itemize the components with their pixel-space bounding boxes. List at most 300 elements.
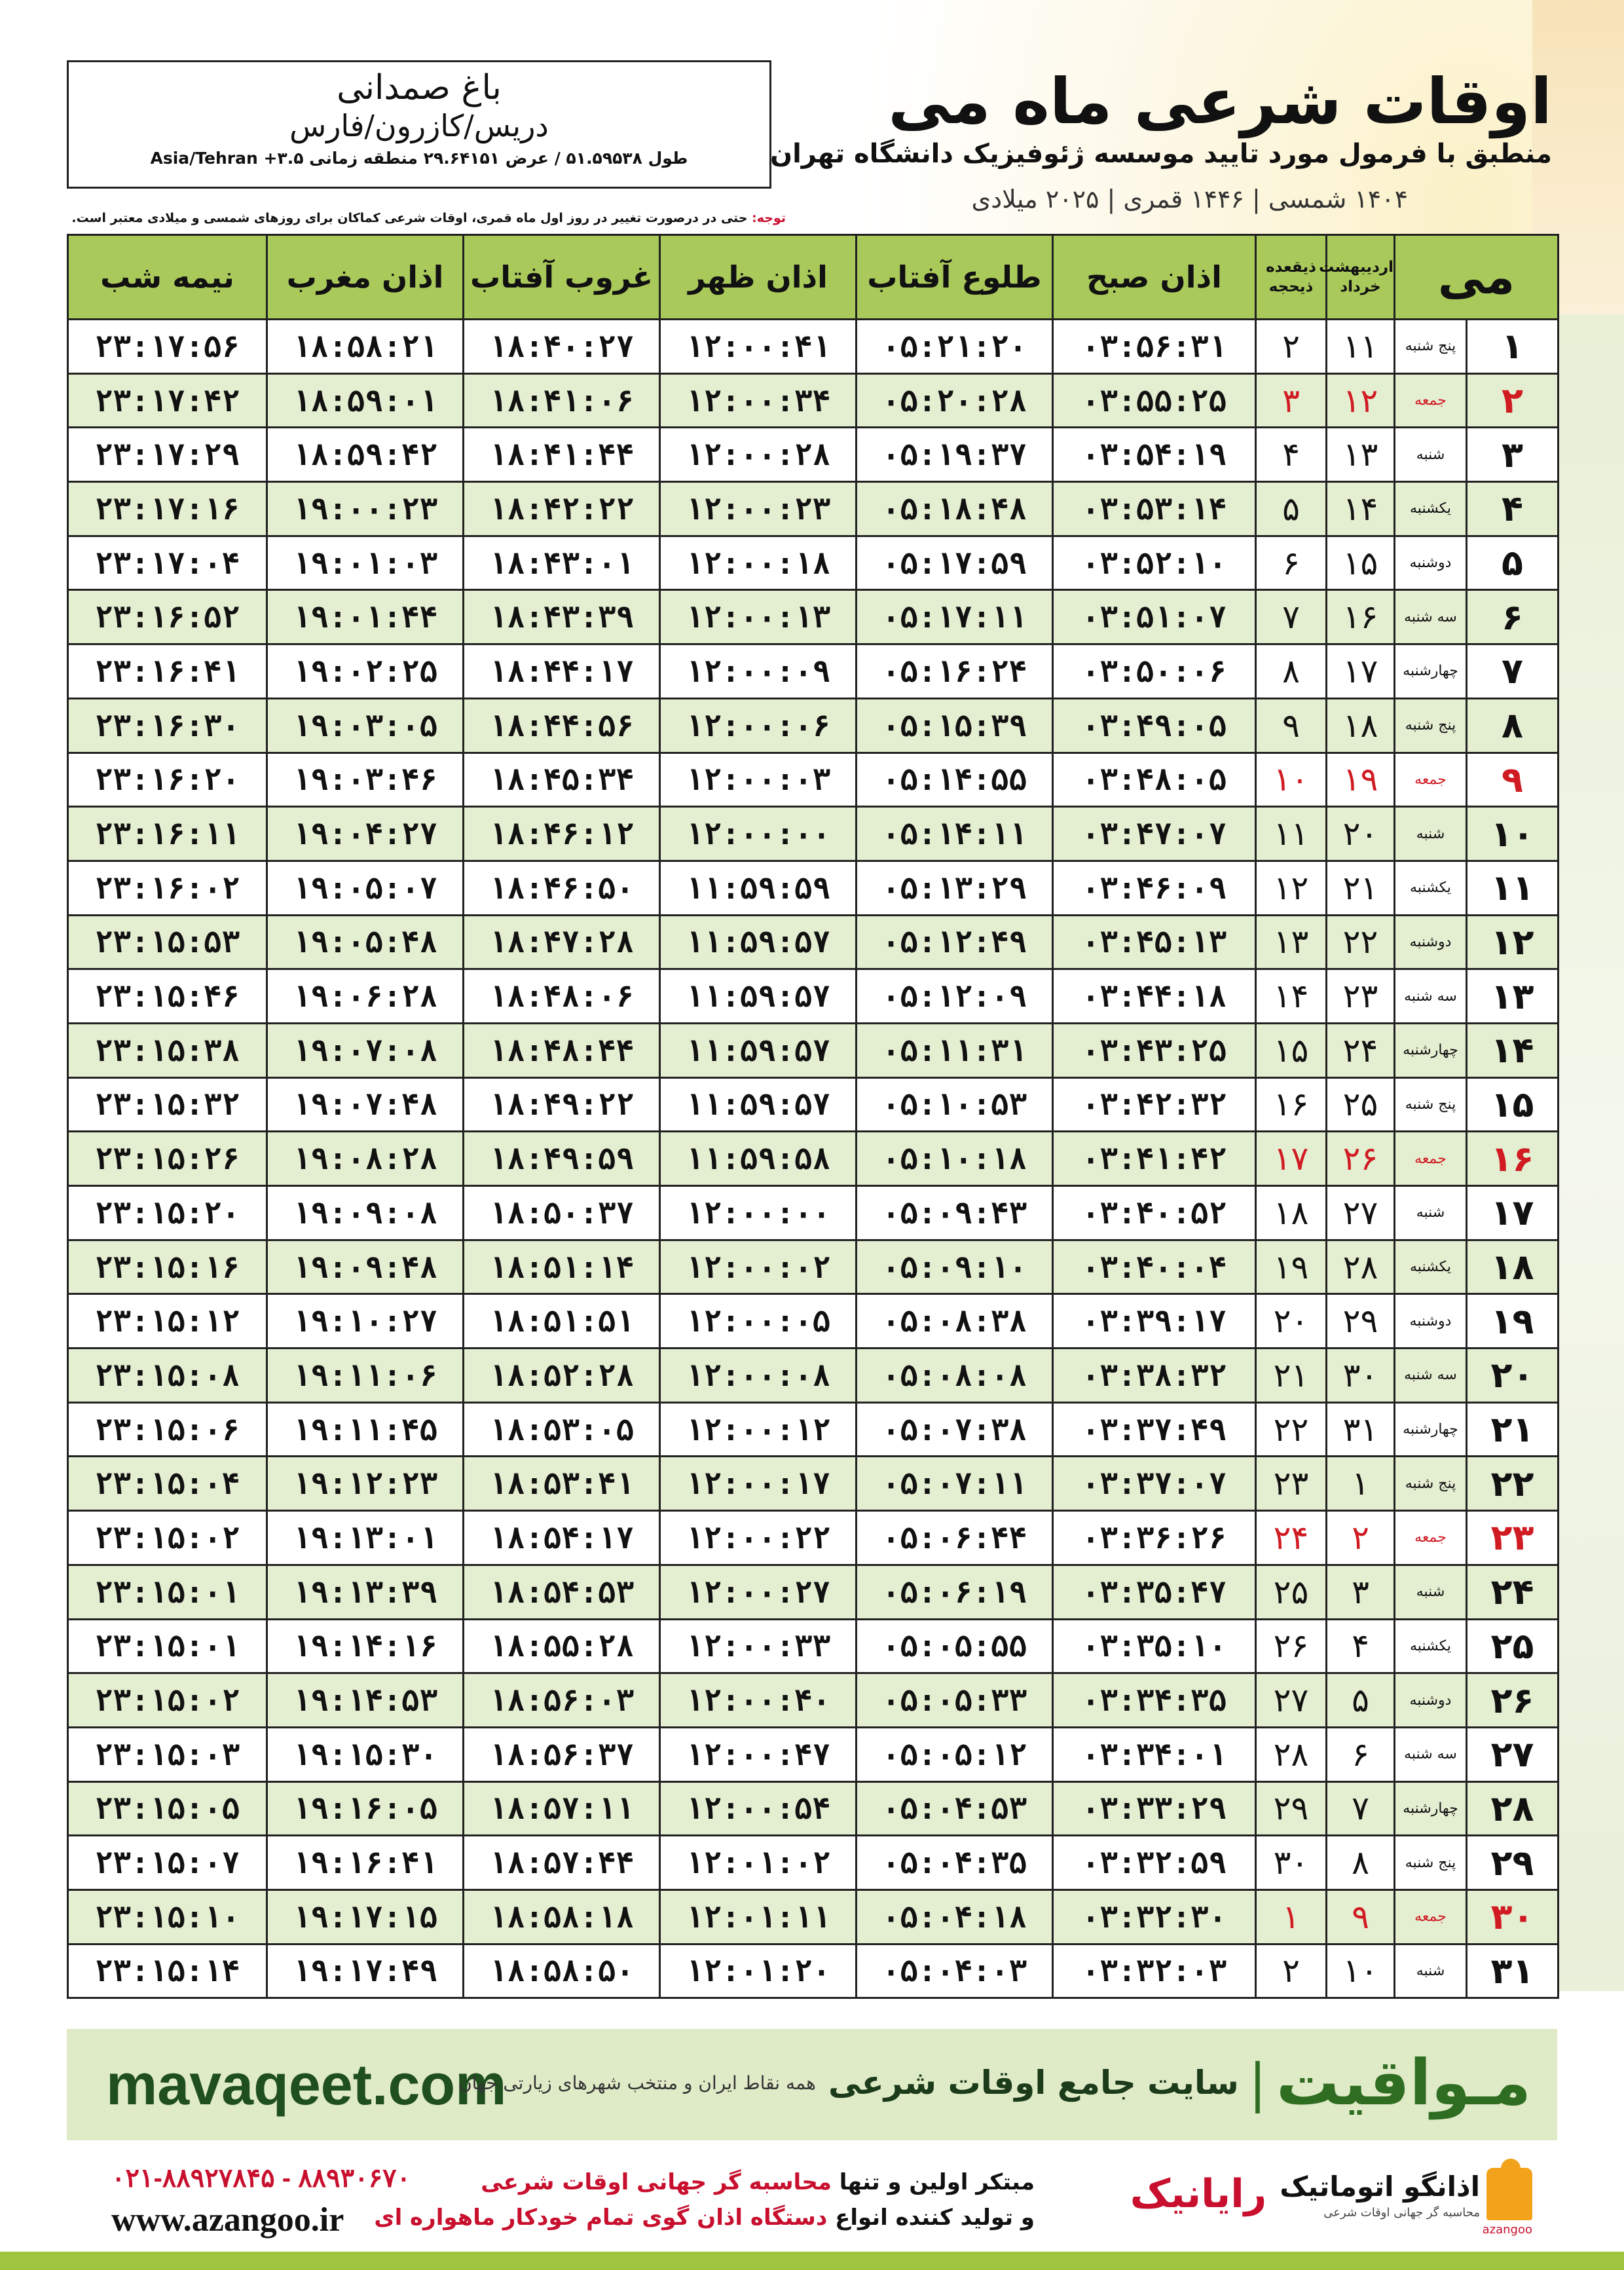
midnight-time: ۲۳:۱۵:۱۰ xyxy=(68,1889,267,1944)
col-fajr: اذان صبح xyxy=(1053,235,1256,320)
midnight-time: ۲۳:۱۷:۲۹ xyxy=(68,428,267,482)
fajr-time: ۰۳:۳۴:۰۱ xyxy=(1053,1727,1256,1781)
sunrise-time: ۰۵:۰۷:۱۱ xyxy=(857,1457,1053,1511)
table-row xyxy=(68,373,1559,428)
fajr-time: ۰۳:۴۹:۰۵ xyxy=(1053,698,1256,753)
shamsi-day: ۲ xyxy=(1327,1511,1395,1565)
maghrib-time: ۱۹:۱۶:۰۵ xyxy=(267,1781,464,1836)
shamsi-day: ۱۱ xyxy=(1327,320,1395,374)
hijri-day: ۱۷ xyxy=(1256,1132,1327,1186)
dhuhr-time: ۱۲:۰۰:۰۹ xyxy=(660,644,857,699)
maghrib-time: ۱۹:۱۷:۱۵ xyxy=(267,1889,464,1944)
bottom-strip xyxy=(0,2252,1624,2270)
col-midnight: نیمه شب xyxy=(68,235,267,320)
sunrise-time: ۰۵:۰۵:۱۲ xyxy=(857,1727,1053,1781)
hijri-day: ۱۸ xyxy=(1256,1186,1327,1240)
weekday: چهارشنبه xyxy=(1395,1023,1467,1077)
hijri-day: ۲۵ xyxy=(1256,1565,1327,1619)
hijri-day: ۲۳ xyxy=(1256,1457,1327,1511)
weekday: جمعه xyxy=(1395,373,1467,428)
maghrib-time: ۱۹:۰۲:۲۵ xyxy=(267,644,464,699)
midnight-time: ۲۳:۱۵:۵۳ xyxy=(68,915,267,969)
dhuhr-time: ۱۲:۰۰:۰۸ xyxy=(660,1349,857,1403)
fajr-time: ۰۳:۴۳:۲۵ xyxy=(1053,1023,1256,1077)
hijri-day: ۱۹ xyxy=(1256,1240,1327,1294)
maghrib-time: ۱۹:۰۷:۰۸ xyxy=(267,1023,464,1077)
midnight-time: ۲۳:۱۵:۴۶ xyxy=(68,969,267,1024)
promo-line2-a: و تولید کننده انواع xyxy=(827,2205,1035,2231)
maghrib-time: ۱۹:۰۵:۴۸ xyxy=(267,915,464,969)
sunrise-time: ۰۵:۰۴:۳۵ xyxy=(857,1836,1053,1890)
table-row xyxy=(68,1836,1559,1890)
sunset-time: ۱۸:۵۷:۴۴ xyxy=(464,1836,660,1890)
sunrise-time: ۰۵:۱۰:۵۳ xyxy=(857,1077,1053,1132)
day-number: ۱۱ xyxy=(1467,861,1559,915)
day-number: ۲۹ xyxy=(1467,1836,1559,1890)
weekday: شنبه xyxy=(1395,807,1467,861)
fajr-time: ۰۳:۴۷:۰۷ xyxy=(1053,807,1256,861)
hijri-day: ۶ xyxy=(1256,536,1327,590)
sunset-time: ۱۸:۴۸:۴۴ xyxy=(464,1023,660,1077)
midnight-time: ۲۳:۱۵:۰۷ xyxy=(68,1836,267,1890)
day-number: ۳۱ xyxy=(1467,1944,1559,1998)
maghrib-time: ۱۹:۰۹:۴۸ xyxy=(267,1240,464,1294)
sunrise-time: ۰۵:۰۴:۱۸ xyxy=(857,1889,1053,1944)
day-number: ۶ xyxy=(1467,590,1559,644)
weekday: پنج شنبه xyxy=(1395,1457,1467,1511)
day-number: ۱۷ xyxy=(1467,1186,1559,1240)
sunset-time: ۱۸:۵۴:۱۷ xyxy=(464,1511,660,1565)
day-number: ۱۰ xyxy=(1467,807,1559,861)
table-row xyxy=(68,320,1559,374)
day-number: ۱۹ xyxy=(1467,1294,1559,1349)
table-row xyxy=(68,1565,1559,1619)
shamsi-day: ۶ xyxy=(1327,1727,1395,1781)
phone-numbers: ۰۲۱-۸۸۹۲۷۸۴۵ - ۸۸۹۳۰۶۷۰ xyxy=(111,2164,411,2193)
weekday: سه شنبه xyxy=(1395,590,1467,644)
dhuhr-time: ۱۲:۰۰:۳۳ xyxy=(660,1619,857,1673)
weekday: جمعه xyxy=(1395,1132,1467,1186)
sunrise-time: ۰۵:۰۶:۴۴ xyxy=(857,1511,1053,1565)
sunrise-time: ۰۵:۲۱:۲۰ xyxy=(857,320,1053,374)
table-row xyxy=(68,1619,1559,1673)
midnight-time: ۲۳:۱۵:۰۴ xyxy=(68,1457,267,1511)
maghrib-time: ۱۹:۱۶:۴۱ xyxy=(267,1836,464,1890)
day-number: ۲۰ xyxy=(1467,1349,1559,1403)
fajr-time: ۰۳:۳۲:۳۰ xyxy=(1053,1889,1256,1944)
day-number: ۷ xyxy=(1467,644,1559,699)
sunrise-time: ۰۵:۱۲:۴۹ xyxy=(857,915,1053,969)
shamsi-day: ۳۱ xyxy=(1327,1402,1395,1457)
midnight-time: ۲۳:۱۵:۲۰ xyxy=(68,1186,267,1240)
shamsi-day: ۱۹ xyxy=(1327,753,1395,807)
day-number: ۱۲ xyxy=(1467,915,1559,969)
table-row xyxy=(68,590,1559,644)
logo-minaret-icon xyxy=(1486,2168,1532,2220)
brand-block xyxy=(458,2046,1531,2119)
sunrise-time: ۰۵:۱۱:۳۱ xyxy=(857,1023,1053,1077)
sunrise-time: ۰۵:۰۶:۱۹ xyxy=(857,1565,1053,1619)
day-number: ۳ xyxy=(1467,428,1559,482)
calendar-years: ۱۴۰۴ شمسی | ۱۴۴۶ قمری | ۲۰۲۵ میلادی xyxy=(971,185,1408,214)
sunrise-time: ۰۵:۰۸:۳۸ xyxy=(857,1294,1053,1349)
shamsi-day: ۲۴ xyxy=(1327,1023,1395,1077)
hijri-day: ۱۵ xyxy=(1256,1023,1327,1077)
logo-name: اذانگو اتوماتیک xyxy=(1280,2170,1480,2203)
sunrise-time: ۰۵:۱۷:۵۹ xyxy=(857,536,1053,590)
prayer-times-table xyxy=(67,234,1559,1999)
dhuhr-time: ۱۲:۰۰:۰۶ xyxy=(660,698,857,753)
dhuhr-time: ۱۱:۵۹:۵۷ xyxy=(660,969,857,1024)
col-month: می xyxy=(1395,235,1559,320)
midnight-time: ۲۳:۱۵:۳۲ xyxy=(68,1077,267,1132)
sunset-time: ۱۸:۴۵:۳۴ xyxy=(464,753,660,807)
hijri-day: ۱۰ xyxy=(1256,753,1327,807)
day-number: ۲ xyxy=(1467,373,1559,428)
weekday: چهارشنبه xyxy=(1395,1781,1467,1836)
midnight-time: ۲۳:۱۶:۳۰ xyxy=(68,698,267,753)
fajr-time: ۰۳:۳۳:۲۹ xyxy=(1053,1781,1256,1836)
sunrise-time: ۰۵:۱۴:۱۱ xyxy=(857,807,1053,861)
sunset-time: ۱۸:۴۸:۰۶ xyxy=(464,969,660,1024)
shamsi-day: ۲۶ xyxy=(1327,1132,1395,1186)
table-header xyxy=(68,235,1559,320)
table-row xyxy=(68,698,1559,753)
shamsi-day: ۲۹ xyxy=(1327,1294,1395,1349)
weekday: جمعه xyxy=(1395,1889,1467,1944)
sunset-time: ۱۸:۵۱:۱۴ xyxy=(464,1240,660,1294)
sunrise-time: ۰۵:۱۴:۵۵ xyxy=(857,753,1053,807)
table-row xyxy=(68,1077,1559,1132)
table-row xyxy=(68,1727,1559,1781)
weekday: سه شنبه xyxy=(1395,969,1467,1024)
fajr-time: ۰۳:۳۵:۴۷ xyxy=(1053,1565,1256,1619)
sunrise-time: ۰۵:۰۵:۵۵ xyxy=(857,1619,1053,1673)
fajr-time: ۰۳:۳۲:۵۹ xyxy=(1053,1836,1256,1890)
hijri-day: ۱۶ xyxy=(1256,1077,1327,1132)
maghrib-time: ۱۹:۱۴:۱۶ xyxy=(267,1619,464,1673)
shamsi-day: ۳۰ xyxy=(1327,1349,1395,1403)
hijri-day: ۲۶ xyxy=(1256,1619,1327,1673)
sunset-time: ۱۸:۵۲:۲۸ xyxy=(464,1349,660,1403)
fajr-time: ۰۳:۳۷:۴۹ xyxy=(1053,1402,1256,1457)
sunset-time: ۱۸:۴۳:۳۹ xyxy=(464,590,660,644)
maghrib-time: ۱۹:۰۸:۲۸ xyxy=(267,1132,464,1186)
table-row xyxy=(68,1511,1559,1565)
midnight-time: ۲۳:۱۵:۰۲ xyxy=(68,1511,267,1565)
weekday: یکشنبه xyxy=(1395,482,1467,536)
day-number: ۱۵ xyxy=(1467,1077,1559,1132)
day-number: ۱۳ xyxy=(1467,969,1559,1024)
fajr-time: ۰۳:۳۶:۲۶ xyxy=(1053,1511,1256,1565)
location-region: دریس/کازرون/فارس xyxy=(289,108,549,143)
website-link[interactable]: mavaqeet.com xyxy=(106,2052,507,2117)
fajr-time: ۰۳:۴۰:۵۲ xyxy=(1053,1186,1256,1240)
shamsi-day: ۲۸ xyxy=(1327,1240,1395,1294)
table-row xyxy=(68,1457,1559,1511)
shamsi-day: ۱۳ xyxy=(1327,428,1395,482)
sunset-time: ۱۸:۴۰:۲۷ xyxy=(464,320,660,374)
maghrib-time: ۱۹:۰۷:۴۸ xyxy=(267,1077,464,1132)
day-number: ۲۵ xyxy=(1467,1619,1559,1673)
fajr-time: ۰۳:۵۰:۰۶ xyxy=(1053,644,1256,699)
midnight-time: ۲۳:۱۵:۰۶ xyxy=(68,1402,267,1457)
weekday: جمعه xyxy=(1395,1511,1467,1565)
hijri-day: ۱۱ xyxy=(1256,807,1327,861)
sunset-time: ۱۸:۵۶:۳۷ xyxy=(464,1727,660,1781)
dhuhr-time: ۱۱:۵۹:۵۷ xyxy=(660,915,857,969)
table-row xyxy=(68,428,1559,482)
sunset-time: ۱۸:۵۳:۴۱ xyxy=(464,1457,660,1511)
midnight-time: ۲۳:۱۷:۰۴ xyxy=(68,536,267,590)
hijri-day: ۱۴ xyxy=(1256,969,1327,1024)
day-number: ۲۸ xyxy=(1467,1781,1559,1836)
footer-banner xyxy=(67,2029,1557,2140)
sunrise-time: ۰۵:۰۹:۴۳ xyxy=(857,1186,1053,1240)
sunrise-time: ۰۵:۰۹:۱۰ xyxy=(857,1240,1053,1294)
sunrise-time: ۰۵:۱۰:۱۸ xyxy=(857,1132,1053,1186)
dhuhr-time: ۱۲:۰۰:۲۲ xyxy=(660,1511,857,1565)
sunset-time: ۱۸:۴۹:۲۲ xyxy=(464,1077,660,1132)
azangoo-link[interactable]: www.azangoo.ir xyxy=(111,2201,344,2239)
fajr-time: ۰۳:۴۱:۴۲ xyxy=(1053,1132,1256,1186)
fajr-time: ۰۳:۳۲:۰۳ xyxy=(1053,1944,1256,1998)
table-row xyxy=(68,1349,1559,1403)
dhuhr-time: ۱۲:۰۱:۲۰ xyxy=(660,1944,857,1998)
table-row xyxy=(68,1402,1559,1457)
day-number: ۸ xyxy=(1467,698,1559,753)
maghrib-time: ۱۸:۵۹:۴۲ xyxy=(267,428,464,482)
midnight-time: ۲۳:۱۷:۵۶ xyxy=(68,320,267,374)
promo-line1-b: محاسبه گر جهانی اوقات شرعی xyxy=(481,2169,832,2195)
maghrib-time: ۱۹:۱۰:۲۷ xyxy=(267,1294,464,1349)
note xyxy=(71,211,786,225)
sunset-time: ۱۸:۵۴:۵۳ xyxy=(464,1565,660,1619)
sunset-time: ۱۸:۴۴:۱۷ xyxy=(464,644,660,699)
sunset-time: ۱۸:۴۹:۵۹ xyxy=(464,1132,660,1186)
maghrib-time: ۱۸:۵۸:۲۱ xyxy=(267,320,464,374)
midnight-time: ۲۳:۱۶:۱۱ xyxy=(68,807,267,861)
maghrib-time: ۱۹:۰۶:۲۸ xyxy=(267,969,464,1024)
sunset-time: ۱۸:۴۲:۲۲ xyxy=(464,482,660,536)
dhuhr-time: ۱۱:۵۹:۵۸ xyxy=(660,1132,857,1186)
sunset-time: ۱۸:۵۰:۳۷ xyxy=(464,1186,660,1240)
midnight-time: ۲۳:۱۵:۰۳ xyxy=(68,1727,267,1781)
midnight-time: ۲۳:۱۵:۱۲ xyxy=(68,1294,267,1349)
maghrib-time: ۱۹:۰۱:۴۴ xyxy=(267,590,464,644)
sunset-time: ۱۸:۴۶:۱۲ xyxy=(464,807,660,861)
fajr-time: ۰۳:۳۷:۰۷ xyxy=(1053,1457,1256,1511)
rayanik-logo: رایانیک xyxy=(1130,2171,1267,2217)
day-number: ۲۶ xyxy=(1467,1673,1559,1728)
hijri-day: ۲۴ xyxy=(1256,1511,1327,1565)
fajr-time: ۰۳:۴۶:۰۹ xyxy=(1053,861,1256,915)
table-row xyxy=(68,915,1559,969)
fajr-time: ۰۳:۵۵:۲۵ xyxy=(1053,373,1256,428)
sunset-time: ۱۸:۵۸:۱۸ xyxy=(464,1889,660,1944)
sunset-time: ۱۸:۵۵:۲۸ xyxy=(464,1619,660,1673)
maghrib-time: ۱۹:۱۱:۴۵ xyxy=(267,1402,464,1457)
promo-line1-a: مبتکر اولین و تنها xyxy=(831,2169,1035,2195)
fajr-time: ۰۳:۴۴:۱۸ xyxy=(1053,969,1256,1024)
hijri-day: ۳ xyxy=(1256,373,1327,428)
table-row xyxy=(68,1944,1559,1998)
day-number: ۳۰ xyxy=(1467,1889,1559,1944)
maghrib-time: ۱۹:۰۵:۰۷ xyxy=(267,861,464,915)
table-row xyxy=(68,536,1559,590)
dhuhr-time: ۱۲:۰۰:۰۵ xyxy=(660,1294,857,1349)
maghrib-time: ۱۹:۱۲:۲۳ xyxy=(267,1457,464,1511)
maghrib-time: ۱۹:۰۱:۰۳ xyxy=(267,536,464,590)
day-number: ۲۱ xyxy=(1467,1402,1559,1457)
weekday: پنج شنبه xyxy=(1395,1836,1467,1890)
sunset-time: ۱۸:۴۱:۰۶ xyxy=(464,373,660,428)
shamsi-day: ۲۲ xyxy=(1327,915,1395,969)
weekday: یکشنبه xyxy=(1395,861,1467,915)
maghrib-time: ۱۹:۱۴:۵۳ xyxy=(267,1673,464,1728)
hijri-day: ۴ xyxy=(1256,428,1327,482)
maghrib-time: ۱۹:۱۷:۴۹ xyxy=(267,1944,464,1998)
shamsi-day: ۲۳ xyxy=(1327,969,1395,1024)
midnight-time: ۲۳:۱۷:۴۲ xyxy=(68,373,267,428)
col-sunrise: طلوع آفتاب xyxy=(857,235,1053,320)
dhuhr-time: ۱۲:۰۰:۲۸ xyxy=(660,428,857,482)
midnight-time: ۲۳:۱۵:۰۵ xyxy=(68,1781,267,1836)
maghrib-time: ۱۹:۰۳:۴۶ xyxy=(267,753,464,807)
weekday: یکشنبه xyxy=(1395,1240,1467,1294)
weekday: پنج شنبه xyxy=(1395,320,1467,374)
hijri-day: ۹ xyxy=(1256,698,1327,753)
maghrib-time: ۱۹:۰۹:۰۸ xyxy=(267,1186,464,1240)
dhuhr-time: ۱۲:۰۰:۳۴ xyxy=(660,373,857,428)
fajr-time: ۰۳:۳۹:۱۷ xyxy=(1053,1294,1256,1349)
weekday: دوشنبه xyxy=(1395,915,1467,969)
fajr-time: ۰۳:۳۸:۳۲ xyxy=(1053,1349,1256,1403)
table-row xyxy=(68,1186,1559,1240)
fajr-time: ۰۳:۳۴:۳۵ xyxy=(1053,1673,1256,1728)
weekday: چهارشنبه xyxy=(1395,644,1467,699)
location-coords: طول ۵۱.۵۹۵۳۸ / عرض ۲۹.۶۴۱۵۱ منطقه زمانی ۳.۵+ Asia/Tehran xyxy=(150,149,688,168)
sunset-time: ۱۸:۵۱:۵۱ xyxy=(464,1294,660,1349)
dhuhr-time: ۱۲:۰۱:۰۲ xyxy=(660,1836,857,1890)
midnight-time: ۲۳:۱۶:۰۲ xyxy=(68,861,267,915)
midnight-time: ۲۳:۱۶:۴۱ xyxy=(68,644,267,699)
dhuhr-time: ۱۲:۰۰:۱۷ xyxy=(660,1457,857,1511)
table-row xyxy=(68,1132,1559,1186)
hijri-day: ۵ xyxy=(1256,482,1327,536)
shamsi-day: ۵ xyxy=(1327,1673,1395,1728)
table-row xyxy=(68,1023,1559,1077)
col-maghrib: اذان مغرب xyxy=(267,235,464,320)
table-row xyxy=(68,644,1559,699)
dhuhr-time: ۱۲:۰۰:۰۳ xyxy=(660,753,857,807)
shamsi-day: ۱ xyxy=(1327,1457,1395,1511)
sunset-time: ۱۸:۵۳:۰۵ xyxy=(464,1402,660,1457)
maghrib-time: ۱۹:۱۱:۰۶ xyxy=(267,1349,464,1403)
side-decoration xyxy=(1559,314,1624,1991)
sunrise-time: ۰۵:۰۵:۳۳ xyxy=(857,1673,1053,1728)
hijri-day: ۷ xyxy=(1256,590,1327,644)
dhuhr-time: ۱۲:۰۰:۰۰ xyxy=(660,1186,857,1240)
shamsi-day: ۱۰ xyxy=(1327,1944,1395,1998)
weekday: سه شنبه xyxy=(1395,1727,1467,1781)
dhuhr-time: ۱۲:۰۰:۰۲ xyxy=(660,1240,857,1294)
promo-line2-b: دستگاه اذان گوی تمام خودکار ماهواره ای xyxy=(374,2205,828,2231)
sunrise-time: ۰۵:۱۷:۱۱ xyxy=(857,590,1053,644)
table-row xyxy=(68,482,1559,536)
midnight-time: ۲۳:۱۵:۰۱ xyxy=(68,1619,267,1673)
hijri-day: ۲۲ xyxy=(1256,1402,1327,1457)
maghrib-time: ۱۹:۰۴:۲۷ xyxy=(267,807,464,861)
table-row xyxy=(68,1294,1559,1349)
brand-tagline: سایت جامع اوقات شرعی xyxy=(828,2064,1239,2102)
brand-name: مـواقیت xyxy=(1276,2046,1531,2119)
dhuhr-time: ۱۲:۰۰:۴۱ xyxy=(660,320,857,374)
sunset-time: ۱۸:۴۳:۰۱ xyxy=(464,536,660,590)
hijri-day: ۲ xyxy=(1256,320,1327,374)
weekday: شنبه xyxy=(1395,1186,1467,1240)
sunrise-time: ۰۵:۱۹:۳۷ xyxy=(857,428,1053,482)
shamsi-day: ۲۷ xyxy=(1327,1186,1395,1240)
hijri-day: ۳۰ xyxy=(1256,1836,1327,1890)
dhuhr-time: ۱۲:۰۰:۲۳ xyxy=(660,482,857,536)
day-number: ۲۳ xyxy=(1467,1511,1559,1565)
sunrise-time: ۰۵:۱۶:۲۴ xyxy=(857,644,1053,699)
dhuhr-time: ۱۲:۰۰:۱۳ xyxy=(660,590,857,644)
page-subtitle: منطبق با فرمول مورد تایید موسسه ژئوفیزیک دانشگاه تهران xyxy=(769,139,1552,169)
midnight-time: ۲۳:۱۵:۰۸ xyxy=(68,1349,267,1403)
sunrise-time: ۰۵:۱۸:۴۸ xyxy=(857,482,1053,536)
shamsi-day: ۱۸ xyxy=(1327,698,1395,753)
col-sunset: غروب آفتاب xyxy=(464,235,660,320)
shamsi-day: ۱۴ xyxy=(1327,482,1395,536)
dhuhr-time: ۱۲:۰۱:۱۱ xyxy=(660,1889,857,1944)
fajr-time: ۰۳:۳۵:۱۰ xyxy=(1053,1619,1256,1673)
midnight-time: ۲۳:۱۶:۲۰ xyxy=(68,753,267,807)
shamsi-day: ۸ xyxy=(1327,1836,1395,1890)
dhuhr-time: ۱۲:۰۰:۵۴ xyxy=(660,1781,857,1836)
page-title: اوقات شرعی ماه می xyxy=(888,65,1552,138)
table-row xyxy=(68,1673,1559,1728)
weekday: یکشنبه xyxy=(1395,1619,1467,1673)
dhuhr-time: ۱۱:۵۹:۵۹ xyxy=(660,861,857,915)
logo-sub: محاسبه گر جهانی اوقات شرعی xyxy=(1323,2206,1480,2220)
weekday: چهارشنبه xyxy=(1395,1402,1467,1457)
shamsi-day: ۱۶ xyxy=(1327,590,1395,644)
table-row xyxy=(68,1889,1559,1944)
midnight-time: ۲۳:۱۵:۰۲ xyxy=(68,1673,267,1728)
day-number: ۲۲ xyxy=(1467,1457,1559,1511)
location-name: باغ صمدانی xyxy=(337,68,502,107)
fajr-time: ۰۳:۵۲:۱۰ xyxy=(1053,536,1256,590)
shamsi-day: ۱۷ xyxy=(1327,644,1395,699)
sunrise-time: ۰۵:۰۷:۳۸ xyxy=(857,1402,1053,1457)
day-number: ۱۶ xyxy=(1467,1132,1559,1186)
shamsi-day: ۲۰ xyxy=(1327,807,1395,861)
weekday: پنج شنبه xyxy=(1395,1077,1467,1132)
day-number: ۵ xyxy=(1467,536,1559,590)
day-number: ۴ xyxy=(1467,482,1559,536)
shamsi-day: ۱۵ xyxy=(1327,536,1395,590)
col-shamsi-months: اردیبهشت خرداد xyxy=(1327,235,1395,320)
weekday: دوشنبه xyxy=(1395,1673,1467,1728)
brand-separator: | xyxy=(1248,2052,1266,2113)
hijri-day: ۲۸ xyxy=(1256,1727,1327,1781)
table-row xyxy=(68,753,1559,807)
fajr-time: ۰۳:۴۸:۰۵ xyxy=(1053,753,1256,807)
maghrib-time: ۱۹:۰۰:۲۳ xyxy=(267,482,464,536)
weekday: شنبه xyxy=(1395,1565,1467,1619)
